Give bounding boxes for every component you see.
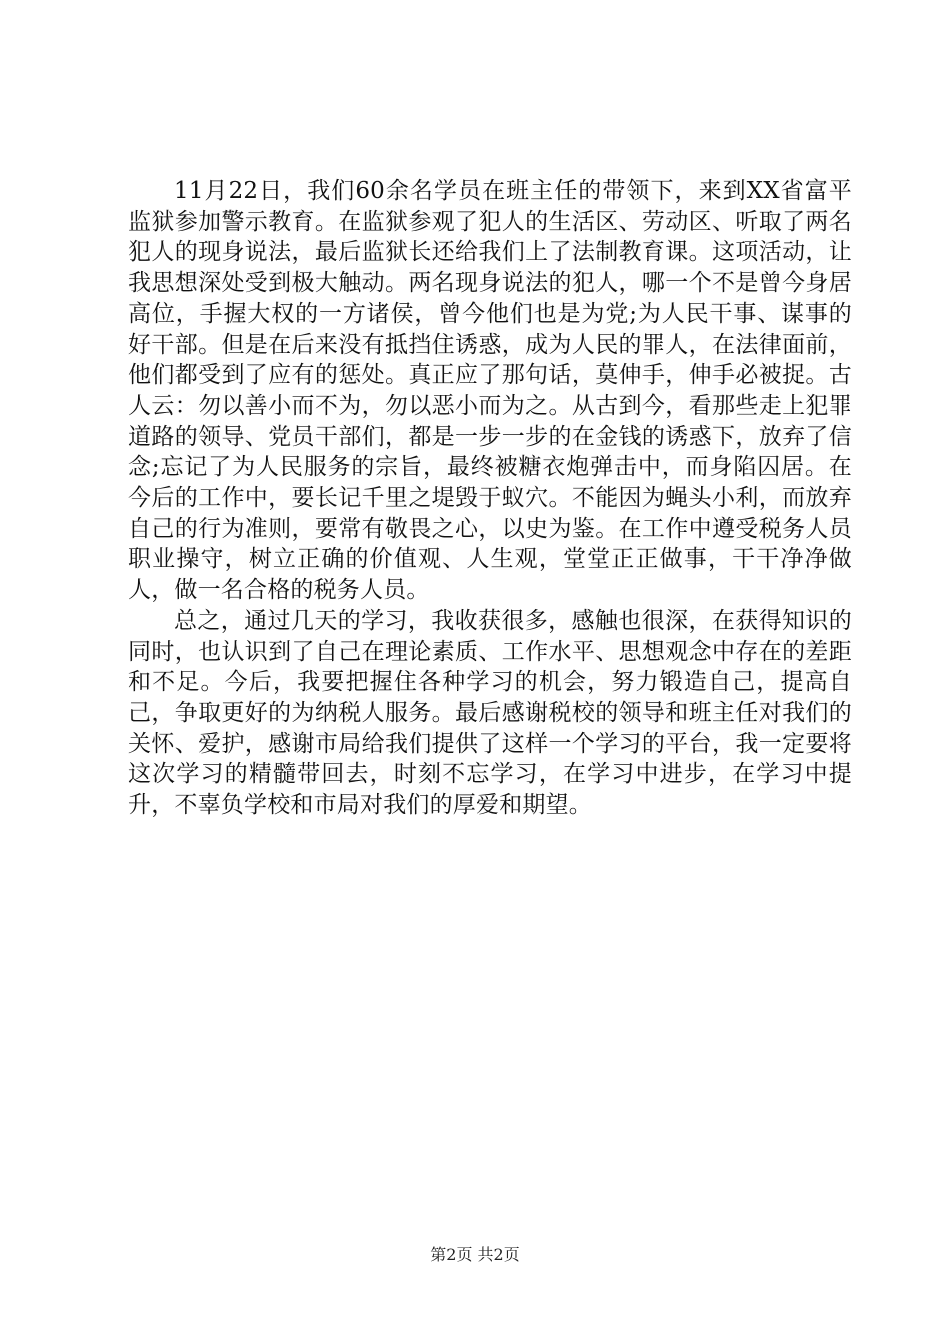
paragraph-1: 11月22日，我们60余名学员在班主任的带领下，来到XX省富平监狱参加警示教育。在监狱参观了犯人的生活区、劳动区、听取了两名犯人的现身说法，最后监狱长还给我们上了法制教育课。这项活动，让我思想深处受到极大触动。两名现身说法的犯人，哪一个不是曾今身居高位，手握大权的一方诸侯，曾今他们也是为党;为人民干事、谋事的好干部。但是在后来没有抵挡住诱惑，成为人民的罪人，在法律面前，他们都受到了应有的惩处。真正应了那句话，莫伸手，伸手必被捉。古人云：勿以善小而不为，勿以恶小而为之。从古到今，看那些走上犯罪道路的领导、党员干部们，都是一步一步的在金钱的诱惑下，放弃了信念;忘记了为人民服务的宗旨，最终被糖衣炮弹击中，而身陷囚居。在今后的工作中，要长记千里之堤毁于蚁穴。不能因为蝇头小利，而放弃自己的行为准则，要常有敬畏之心，以史为鉴。在工作中遵受税务人员职业操守，树立正确的价值观、人生观，堂堂正正做事，干干净净做人，做一名合格的税务人员。: [128, 178, 852, 604]
paragraph-2: 总之，通过几天的学习，我收获很多，感触也很深，在获得知识的同时，也认识到了自己在理论素质、工作水平、思想观念中存在的差距和不足。今后，我要把握住各种学习的机会，努力锻造自己，提高自己，争取更好的为纳税人服务。最后感谢税校的领导和班主任对我们的关怀、爱护，感谢市局给我们提供了这样一个学习的平台，我一定要将这次学习的精髓带回去，时刻不忘学习，在学习中进步，在学习中提升，不辜负学校和市局对我们的厚爱和期望。: [128, 607, 852, 819]
document-body: [128, 176, 852, 821]
page-number-footer: 第2页 共2页: [430, 1245, 520, 1264]
